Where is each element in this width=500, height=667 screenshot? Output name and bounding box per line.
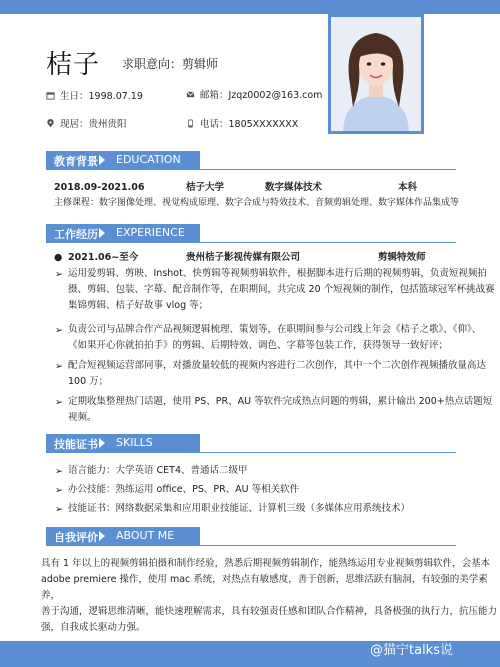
top-accent-bar bbox=[0, 0, 500, 14]
experience-item-line: 视频。 bbox=[68, 412, 97, 423]
experience-item bbox=[68, 266, 495, 314]
calendar-icon bbox=[46, 91, 55, 100]
location-info bbox=[46, 116, 127, 130]
phone-info bbox=[186, 116, 298, 130]
education-school: 桔子大学 bbox=[186, 182, 225, 193]
experience-item bbox=[68, 394, 492, 426]
skill-item-certificate: 技能证书：网络数据采集和应用职业技能证、计算机三级（多媒体应用系统技术） bbox=[68, 503, 411, 514]
skills-title-en: SKILLS bbox=[116, 436, 153, 449]
birth-info bbox=[46, 88, 143, 102]
profile-photo bbox=[328, 14, 424, 134]
experience-role: 剪辑特效师 bbox=[378, 252, 426, 263]
skill-item-office: 办公技能：熟练运用 office、PS、PR、AU 等相关软件 bbox=[68, 484, 300, 495]
chevron-right-icon: ➢ bbox=[55, 504, 63, 515]
about-line: 强，自我成长驱动力强。 bbox=[41, 622, 146, 633]
skills-divider bbox=[46, 452, 456, 453]
skills-section-header bbox=[46, 434, 200, 452]
candidate-name: 桔子 bbox=[46, 50, 101, 80]
arrow-icon bbox=[99, 228, 105, 238]
arrow-icon bbox=[99, 531, 105, 541]
chevron-right-icon: ➢ bbox=[55, 325, 63, 336]
experience-divider bbox=[46, 242, 456, 243]
experience-item-line: 负责公司与品牌合作产品视频逻辑梳理、策划等，在职期间参与公司线上年会《桔子之歌》、《仰》、 bbox=[68, 324, 482, 335]
experience-item-line: 摄、剪辑、包装、字幕、配音制作等，在职期间，共完成 20 个短视频的制作，包括篮球冠军杯挑战赛 bbox=[68, 284, 495, 295]
about-title-en: ABOUT ME bbox=[116, 529, 175, 542]
education-major: 数字媒体技术 bbox=[265, 182, 323, 193]
skills-title-cn: 技能证书 bbox=[54, 438, 98, 451]
watermark-text: @猫宁talks说 bbox=[370, 643, 453, 658]
experience-item bbox=[68, 358, 486, 390]
experience-item-line: 运用爱剪辑、剪映、Inshot、快剪辑等视频剪辑软件，根据脚本进行后期的视频剪辑，负责短视频拍 bbox=[68, 268, 487, 279]
about-divider bbox=[46, 545, 456, 546]
skill-item-language: 语言能力：大学英语 CET4、普通话二级甲 bbox=[68, 465, 248, 476]
education-title-en: EDUCATION bbox=[116, 153, 181, 166]
education-courses: 主修课程：数字图像处理、视觉构成原理、数字合成与特效技术、音频剪辑处理、数字媒体作品集成等 bbox=[54, 198, 460, 208]
experience-item-line: 集锦剪辑、桔子好故事 vlog 等； bbox=[68, 300, 209, 311]
chevron-right-icon: ➢ bbox=[55, 485, 63, 496]
about-line: adobe premiere 操作，使用 mac 系统，对热点有敏感度，善于创新，思维活跃有脑洞，有较强的美学素养， bbox=[41, 574, 488, 601]
about-paragraph bbox=[41, 556, 500, 636]
location-pin-icon bbox=[46, 119, 55, 128]
location-text: 现居：贵州贵阳 bbox=[60, 119, 127, 130]
about-title-cn: 自我评价 bbox=[54, 531, 98, 544]
chevron-right-icon: ➢ bbox=[55, 269, 63, 280]
portrait-image bbox=[331, 17, 421, 131]
experience-title-en: EXPERIENCE bbox=[116, 226, 185, 239]
education-title-cn: 教育背景 bbox=[54, 155, 98, 168]
email-text: 邮箱：Jzqz0002@163.com bbox=[200, 90, 323, 101]
education-degree: 本科 bbox=[398, 182, 418, 193]
email-info bbox=[186, 87, 322, 101]
education-divider bbox=[46, 169, 456, 170]
about-line: 具有 1 年以上的视频剪辑拍摄和制作经验，熟悉后期视频剪辑制作，能熟练运用专业视频剪辑软件，会基本 bbox=[41, 558, 491, 569]
mail-icon bbox=[186, 90, 195, 99]
birth-text: 生日：1998.07.19 bbox=[60, 91, 143, 102]
experience-item-line: 《如果开心你就拍拍手》的剪辑、后期特效、调色、字幕等包装工作，获得领导一致好评； bbox=[68, 340, 449, 351]
arrow-icon bbox=[99, 155, 105, 165]
experience-title-cn: 工作经历 bbox=[54, 228, 98, 241]
phone-icon bbox=[186, 119, 195, 128]
experience-item-line: 100 万； bbox=[68, 376, 109, 387]
education-period: 2018.09-2021.06 bbox=[54, 182, 145, 193]
experience-section-header bbox=[46, 224, 200, 242]
job-intent: 求职意向：剪辑师 bbox=[122, 57, 219, 71]
phone-text: 电话：1805XXXXXXX bbox=[200, 119, 299, 130]
chevron-right-icon: ➢ bbox=[55, 397, 63, 408]
experience-company: 贵州桔子影视传媒有限公司 bbox=[186, 252, 301, 263]
chevron-right-icon: ➢ bbox=[55, 361, 63, 372]
about-line: 善于沟通，逻辑思维清晰，能快速理解需求，具有较强责任感和团队合作精神，具备极强的执行力，抗压能力 bbox=[41, 606, 498, 617]
about-section-header bbox=[46, 527, 200, 545]
experience-item-line: 定期收集整理热门话题，使用 PS、PR、AU 等软件完成热点问题的剪辑，累计输出 200+热点话题短 bbox=[68, 396, 493, 407]
chevron-right-icon: ➢ bbox=[55, 466, 63, 477]
experience-item-line: 配合短视频运营部同事，对播放量较低的视频内容进行二次创作，其中一个二次创作视频播放量高达 bbox=[68, 360, 487, 371]
education-section-header bbox=[46, 151, 200, 169]
experience-period: 2021.06~至今 bbox=[68, 252, 139, 263]
experience-item bbox=[68, 322, 481, 354]
arrow-icon bbox=[99, 438, 105, 448]
experience-bullet: ● bbox=[54, 252, 63, 263]
